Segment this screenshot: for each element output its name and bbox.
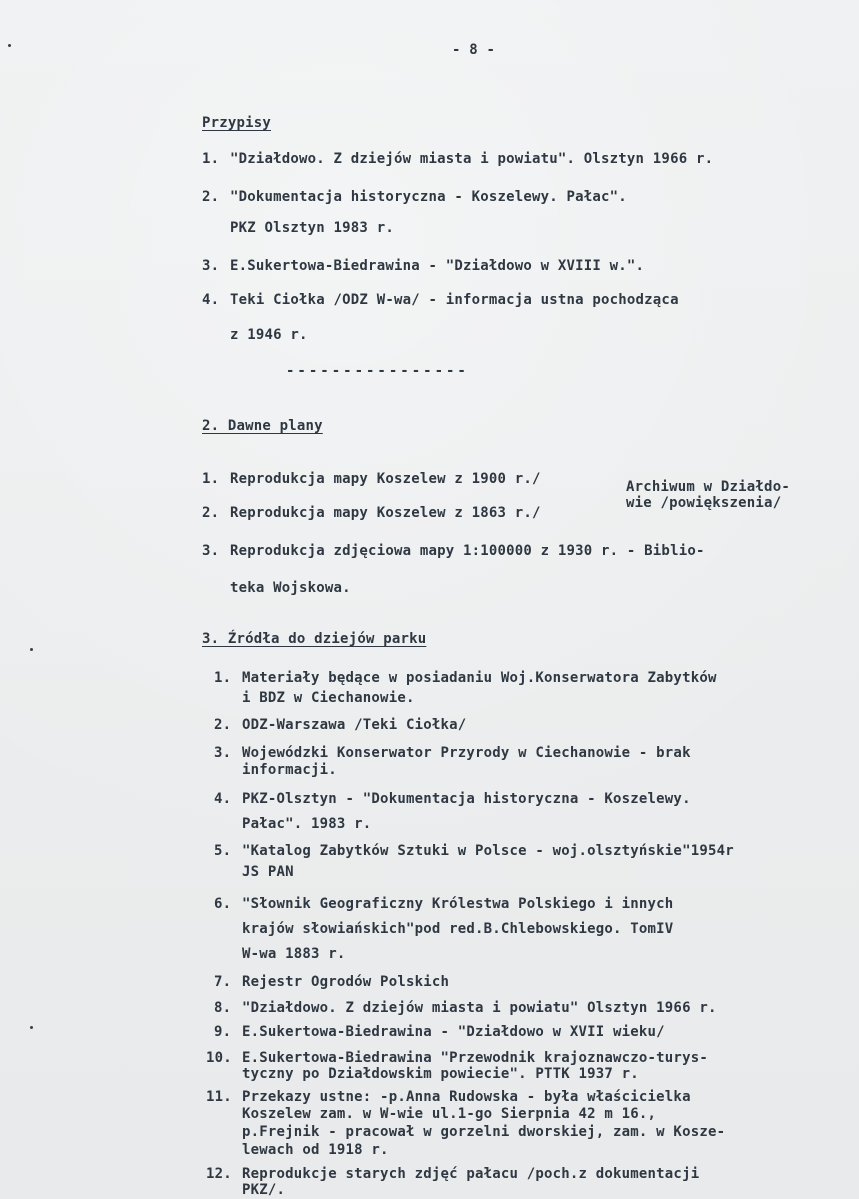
item-text: E.Sukertowa-Biedrawina - "Działdowo w XVII wieku/ — [242, 1024, 665, 1040]
section-heading-dawne-plany: 2. Dawne plany — [202, 418, 323, 434]
item-number: 5. — [214, 843, 232, 859]
footnote-item — [202, 189, 627, 205]
item-number: 2. — [214, 717, 232, 733]
source-item — [214, 1000, 717, 1016]
source-item — [214, 745, 691, 761]
bracket-note: wie /powiększenia/ — [626, 495, 782, 511]
item-text: E.Sukertowa-Biedrawina "Przewodnik krajoznawczo-turys- — [242, 1050, 708, 1066]
item-text: "Katalog Zabytków Sztuki w Polsce - woj.olsztyńskie"1954r — [242, 843, 734, 859]
item-number: 3. — [202, 258, 220, 274]
item-text: Reprodukcja zdjęciowa mapy 1:100000 z 1930 r. - Biblio- — [230, 543, 705, 559]
divider-line: ---------------- — [286, 363, 469, 379]
source-item — [214, 974, 449, 990]
item-text-continued: Pałac". 1983 r. — [242, 816, 372, 832]
source-item — [214, 791, 691, 807]
item-text-continued: PKZ/. — [242, 1182, 286, 1198]
item-text: ODZ-Warszawa /Teki Ciołka/ — [242, 717, 467, 733]
item-number: 2. — [202, 505, 220, 521]
item-text-continued: teka Wojskowa. — [230, 580, 351, 596]
item-text-continued: W-wa 1883 r. — [242, 946, 346, 962]
item-text-continued: Koszelew zam. w W-wie ul.1-go Sierpnia 42 m 16., — [242, 1106, 657, 1122]
item-text-continued: i BDZ w Ciechanowie. — [242, 690, 415, 706]
item-text-continued: informacji. — [242, 762, 337, 778]
source-item — [206, 1166, 699, 1182]
item-text: Rejestr Ogrodów Polskich — [242, 974, 450, 990]
source-item — [206, 1050, 708, 1066]
item-number: 9. — [214, 1024, 232, 1040]
item-number: 10. — [206, 1050, 232, 1066]
item-text-continued: PKZ Olsztyn 1983 r. — [230, 220, 394, 236]
footnote-item — [202, 292, 679, 308]
item-number: 1. — [202, 151, 220, 167]
item-text-continued: tyczny po Działdowskim powiecie". PTTK 1937 r. — [242, 1066, 639, 1082]
item-text-continued: krajów słowiańskich"pod red.B.Chlebowskiego. TomIV — [242, 921, 674, 937]
item-number: 2. — [202, 189, 220, 205]
item-text: E.Sukertowa-Biedrawina - "Działdowo w XVIII w.". — [230, 258, 645, 274]
page-number: - 8 - — [452, 42, 496, 58]
item-text: Wojewódzki Konserwator Przyrody w Ciechanowie - brak — [242, 745, 691, 761]
section-heading-zrodla: 3. Źródła do dziejów parku — [202, 631, 427, 647]
item-number: 6. — [214, 896, 232, 912]
item-text-continued: JS PAN — [242, 864, 294, 880]
item-text: PKZ-Olsztyn - "Dokumentacja historyczna - Koszelewy. — [242, 791, 691, 807]
item-number: 8. — [214, 1000, 232, 1016]
scan-speck — [30, 648, 33, 651]
item-number: 12. — [206, 1166, 232, 1182]
source-item — [214, 843, 734, 859]
item-text: "Dokumentacja historyczna - Koszelewy. Pałac". — [230, 189, 627, 205]
item-text-continued: z 1946 r. — [230, 327, 308, 343]
item-text: Teki Ciołka /ODZ W-wa/ - informacja ustna pochodząca — [230, 292, 679, 308]
item-text: Przekazy ustne: -p.Anna Rudowska - była właścicielka — [242, 1089, 691, 1105]
source-item — [214, 1024, 665, 1040]
plan-item — [202, 471, 541, 487]
item-number: 3. — [214, 745, 232, 761]
item-text: Materiały będące w posiadaniu Woj.Konserwatora Zabytków — [242, 670, 717, 686]
section-heading-przypisy: Przypisy — [202, 115, 272, 131]
item-text-continued: p.Frejnik - pracował w gorzelni dworskiej, zam. w Kosze- — [242, 1124, 726, 1140]
bracket-note: Archiwum w Działdo- — [626, 479, 790, 495]
item-number: 1. — [202, 471, 220, 487]
item-text: "Słownik Geograficzny Królestwa Polskiego i innych — [242, 896, 674, 912]
source-item — [214, 670, 717, 686]
item-number: 3. — [202, 543, 220, 559]
source-item — [206, 1089, 691, 1105]
plan-item — [202, 505, 541, 521]
item-number: 11. — [206, 1089, 232, 1105]
scan-speck — [8, 44, 11, 47]
plan-item — [202, 543, 705, 559]
source-item — [214, 896, 673, 912]
item-text-continued: lewach od 1918 r. — [242, 1142, 389, 1158]
item-number: 1. — [214, 670, 232, 686]
item-text: "Działdowo. Z dziejów miasta i powiatu". Olsztyn 1966 r. — [230, 151, 714, 167]
source-item — [214, 717, 466, 733]
item-text: Reprodukcja mapy Koszelew z 1900 r./ — [230, 471, 541, 487]
footnote-item — [202, 258, 644, 274]
footnote-item — [202, 151, 713, 167]
item-number: 7. — [214, 974, 232, 990]
item-text: "Działdowo. Z dziejów miasta i powiatu" Olsztyn 1966 r. — [242, 1000, 717, 1016]
item-number: 4. — [202, 292, 220, 308]
item-text: Reprodukcje starych zdjęć pałacu /poch.z dokumentacji — [242, 1166, 700, 1182]
scan-speck — [30, 1026, 33, 1029]
item-number: 4. — [214, 791, 232, 807]
item-text: Reprodukcja mapy Koszelew z 1863 r./ — [230, 505, 541, 521]
